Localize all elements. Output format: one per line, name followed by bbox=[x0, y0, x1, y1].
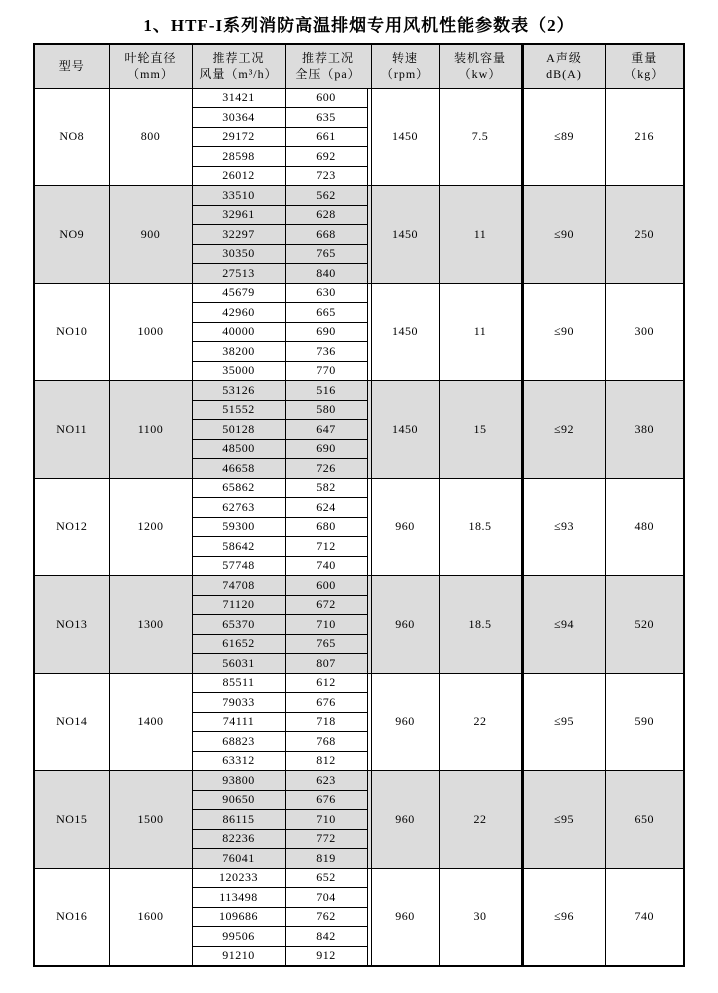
rpm-cell: 960 bbox=[371, 868, 439, 966]
airflow-cell: 63312 bbox=[192, 751, 285, 771]
airflow-cell: 82236 bbox=[192, 829, 285, 849]
pressure-cell: 770 bbox=[285, 361, 367, 381]
airflow-cell: 68823 bbox=[192, 732, 285, 752]
noise-cell: ≤95 bbox=[522, 771, 605, 869]
airflow-cell: 74708 bbox=[192, 576, 285, 596]
airflow-cell: 32297 bbox=[192, 225, 285, 245]
pressure-cell: 690 bbox=[285, 322, 367, 342]
pressure-cell: 710 bbox=[285, 615, 367, 635]
power-cell: 30 bbox=[439, 868, 522, 966]
pressure-cell: 690 bbox=[285, 439, 367, 459]
model-cell: NO12 bbox=[34, 478, 109, 576]
rpm-cell: 1450 bbox=[371, 381, 439, 479]
pressure-cell: 819 bbox=[285, 849, 367, 869]
pressure-cell: 665 bbox=[285, 303, 367, 323]
pressure-cell: 840 bbox=[285, 264, 367, 284]
power-cell: 18.5 bbox=[439, 576, 522, 674]
pressure-cell: 562 bbox=[285, 186, 367, 206]
model-cell: NO11 bbox=[34, 381, 109, 479]
pressure-cell: 912 bbox=[285, 946, 367, 966]
pressure-cell: 623 bbox=[285, 771, 367, 791]
airflow-cell: 35000 bbox=[192, 361, 285, 381]
pressure-cell: 600 bbox=[285, 576, 367, 596]
pressure-cell: 652 bbox=[285, 868, 367, 888]
weight-cell: 250 bbox=[605, 186, 684, 284]
noise-cell: ≤93 bbox=[522, 478, 605, 576]
airflow-cell: 42960 bbox=[192, 303, 285, 323]
airflow-cell: 58642 bbox=[192, 537, 285, 557]
pressure-cell: 628 bbox=[285, 205, 367, 225]
table-row bbox=[34, 673, 684, 693]
pressure-cell: 842 bbox=[285, 927, 367, 947]
airflow-cell: 32961 bbox=[192, 205, 285, 225]
diameter-cell: 1100 bbox=[109, 381, 192, 479]
noise-cell: ≤94 bbox=[522, 576, 605, 674]
pressure-cell: 676 bbox=[285, 790, 367, 810]
pressure-cell: 762 bbox=[285, 907, 367, 927]
model-cell: NO13 bbox=[34, 576, 109, 674]
airflow-cell: 85511 bbox=[192, 673, 285, 693]
model-cell: NO15 bbox=[34, 771, 109, 869]
weight-cell: 740 bbox=[605, 868, 684, 966]
airflow-cell: 45679 bbox=[192, 283, 285, 303]
airflow-cell: 109686 bbox=[192, 907, 285, 927]
airflow-cell: 99506 bbox=[192, 927, 285, 947]
table-row bbox=[34, 478, 684, 498]
table-row bbox=[34, 381, 684, 401]
pressure-cell: 680 bbox=[285, 517, 367, 537]
pressure-cell: 647 bbox=[285, 420, 367, 440]
pressure-cell: 712 bbox=[285, 537, 367, 557]
weight-cell: 590 bbox=[605, 673, 684, 771]
power-cell: 22 bbox=[439, 771, 522, 869]
airflow-cell: 30350 bbox=[192, 244, 285, 264]
header-diameter: 叶轮直径 （mm） bbox=[109, 44, 192, 88]
pressure-cell: 580 bbox=[285, 400, 367, 420]
pressure-cell: 718 bbox=[285, 712, 367, 732]
rpm-cell: 1450 bbox=[371, 186, 439, 284]
table-row bbox=[34, 283, 684, 303]
airflow-cell: 90650 bbox=[192, 790, 285, 810]
header-weight: 重量 （kg） bbox=[605, 44, 684, 88]
table-body bbox=[34, 88, 684, 966]
airflow-cell: 120233 bbox=[192, 868, 285, 888]
airflow-cell: 57748 bbox=[192, 556, 285, 576]
diameter-cell: 1300 bbox=[109, 576, 192, 674]
weight-cell: 520 bbox=[605, 576, 684, 674]
noise-cell: ≤89 bbox=[522, 88, 605, 186]
rpm-cell: 1450 bbox=[371, 283, 439, 381]
fan-performance-table bbox=[33, 43, 685, 967]
pressure-cell: 692 bbox=[285, 147, 367, 167]
power-cell: 22 bbox=[439, 673, 522, 771]
airflow-cell: 62763 bbox=[192, 498, 285, 518]
table-row bbox=[34, 771, 684, 791]
model-cell: NO10 bbox=[34, 283, 109, 381]
pressure-cell: 672 bbox=[285, 595, 367, 615]
table-header bbox=[34, 44, 684, 88]
power-cell: 18.5 bbox=[439, 478, 522, 576]
power-cell: 11 bbox=[439, 283, 522, 381]
airflow-cell: 40000 bbox=[192, 322, 285, 342]
diameter-cell: 900 bbox=[109, 186, 192, 284]
table-row bbox=[34, 868, 684, 888]
power-cell: 11 bbox=[439, 186, 522, 284]
pressure-cell: 740 bbox=[285, 556, 367, 576]
pressure-cell: 516 bbox=[285, 381, 367, 401]
model-cell: NO14 bbox=[34, 673, 109, 771]
table-row bbox=[34, 576, 684, 596]
airflow-cell: 71120 bbox=[192, 595, 285, 615]
pressure-cell: 710 bbox=[285, 810, 367, 830]
rpm-cell: 960 bbox=[371, 576, 439, 674]
page-title: 1、HTF-I系列消防高温排烟专用风机性能参数表（2） bbox=[143, 16, 575, 35]
diameter-cell: 1500 bbox=[109, 771, 192, 869]
airflow-cell: 50128 bbox=[192, 420, 285, 440]
pressure-cell: 582 bbox=[285, 478, 367, 498]
noise-cell: ≤90 bbox=[522, 186, 605, 284]
noise-cell: ≤96 bbox=[522, 868, 605, 966]
airflow-cell: 33510 bbox=[192, 186, 285, 206]
pressure-cell: 723 bbox=[285, 166, 367, 186]
pressure-cell: 661 bbox=[285, 127, 367, 147]
airflow-cell: 91210 bbox=[192, 946, 285, 966]
pressure-cell: 668 bbox=[285, 225, 367, 245]
airflow-cell: 65862 bbox=[192, 478, 285, 498]
airflow-cell: 27513 bbox=[192, 264, 285, 284]
pressure-cell: 812 bbox=[285, 751, 367, 771]
diameter-cell: 1200 bbox=[109, 478, 192, 576]
diameter-cell: 1600 bbox=[109, 868, 192, 966]
rpm-cell: 1450 bbox=[371, 88, 439, 186]
airflow-cell: 61652 bbox=[192, 634, 285, 654]
airflow-cell: 79033 bbox=[192, 693, 285, 713]
header-noise: A声级 dB(A) bbox=[522, 44, 605, 88]
pressure-cell: 612 bbox=[285, 673, 367, 693]
airflow-cell: 28598 bbox=[192, 147, 285, 167]
pressure-cell: 807 bbox=[285, 654, 367, 674]
header-rpm: 转速 （rpm） bbox=[371, 44, 439, 88]
header-model: 型号 bbox=[34, 44, 109, 88]
pressure-cell: 765 bbox=[285, 244, 367, 264]
noise-cell: ≤95 bbox=[522, 673, 605, 771]
airflow-cell: 30364 bbox=[192, 108, 285, 128]
airflow-cell: 38200 bbox=[192, 342, 285, 362]
power-cell: 15 bbox=[439, 381, 522, 479]
airflow-cell: 48500 bbox=[192, 439, 285, 459]
pressure-cell: 630 bbox=[285, 283, 367, 303]
weight-cell: 216 bbox=[605, 88, 684, 186]
pressure-cell: 676 bbox=[285, 693, 367, 713]
airflow-cell: 31421 bbox=[192, 88, 285, 108]
pressure-cell: 704 bbox=[285, 888, 367, 908]
header-power: 装机容量 （kw） bbox=[439, 44, 522, 88]
airflow-cell: 65370 bbox=[192, 615, 285, 635]
pressure-cell: 635 bbox=[285, 108, 367, 128]
weight-cell: 480 bbox=[605, 478, 684, 576]
airflow-cell: 56031 bbox=[192, 654, 285, 674]
airflow-cell: 76041 bbox=[192, 849, 285, 869]
weight-cell: 650 bbox=[605, 771, 684, 869]
model-cell: NO8 bbox=[34, 88, 109, 186]
airflow-cell: 46658 bbox=[192, 459, 285, 479]
model-cell: NO9 bbox=[34, 186, 109, 284]
pressure-cell: 726 bbox=[285, 459, 367, 479]
airflow-cell: 74111 bbox=[192, 712, 285, 732]
pressure-cell: 765 bbox=[285, 634, 367, 654]
airflow-cell: 113498 bbox=[192, 888, 285, 908]
noise-cell: ≤92 bbox=[522, 381, 605, 479]
table-row bbox=[34, 88, 684, 108]
airflow-cell: 86115 bbox=[192, 810, 285, 830]
model-cell: NO16 bbox=[34, 868, 109, 966]
diameter-cell: 800 bbox=[109, 88, 192, 186]
header-pressure: 推荐工况 全压（pa） bbox=[285, 44, 371, 88]
table-row bbox=[34, 186, 684, 206]
rpm-cell: 960 bbox=[371, 771, 439, 869]
diameter-cell: 1400 bbox=[109, 673, 192, 771]
pressure-cell: 736 bbox=[285, 342, 367, 362]
weight-cell: 380 bbox=[605, 381, 684, 479]
diameter-cell: 1000 bbox=[109, 283, 192, 381]
noise-cell: ≤90 bbox=[522, 283, 605, 381]
header-airflow: 推荐工况 风量（m³/h） bbox=[192, 44, 285, 88]
airflow-cell: 51552 bbox=[192, 400, 285, 420]
airflow-cell: 26012 bbox=[192, 166, 285, 186]
airflow-cell: 29172 bbox=[192, 127, 285, 147]
airflow-cell: 93800 bbox=[192, 771, 285, 791]
power-cell: 7.5 bbox=[439, 88, 522, 186]
pressure-cell: 600 bbox=[285, 88, 367, 108]
pressure-cell: 624 bbox=[285, 498, 367, 518]
pressure-cell: 772 bbox=[285, 829, 367, 849]
weight-cell: 300 bbox=[605, 283, 684, 381]
pressure-cell: 768 bbox=[285, 732, 367, 752]
rpm-cell: 960 bbox=[371, 478, 439, 576]
rpm-cell: 960 bbox=[371, 673, 439, 771]
airflow-cell: 53126 bbox=[192, 381, 285, 401]
airflow-cell: 59300 bbox=[192, 517, 285, 537]
